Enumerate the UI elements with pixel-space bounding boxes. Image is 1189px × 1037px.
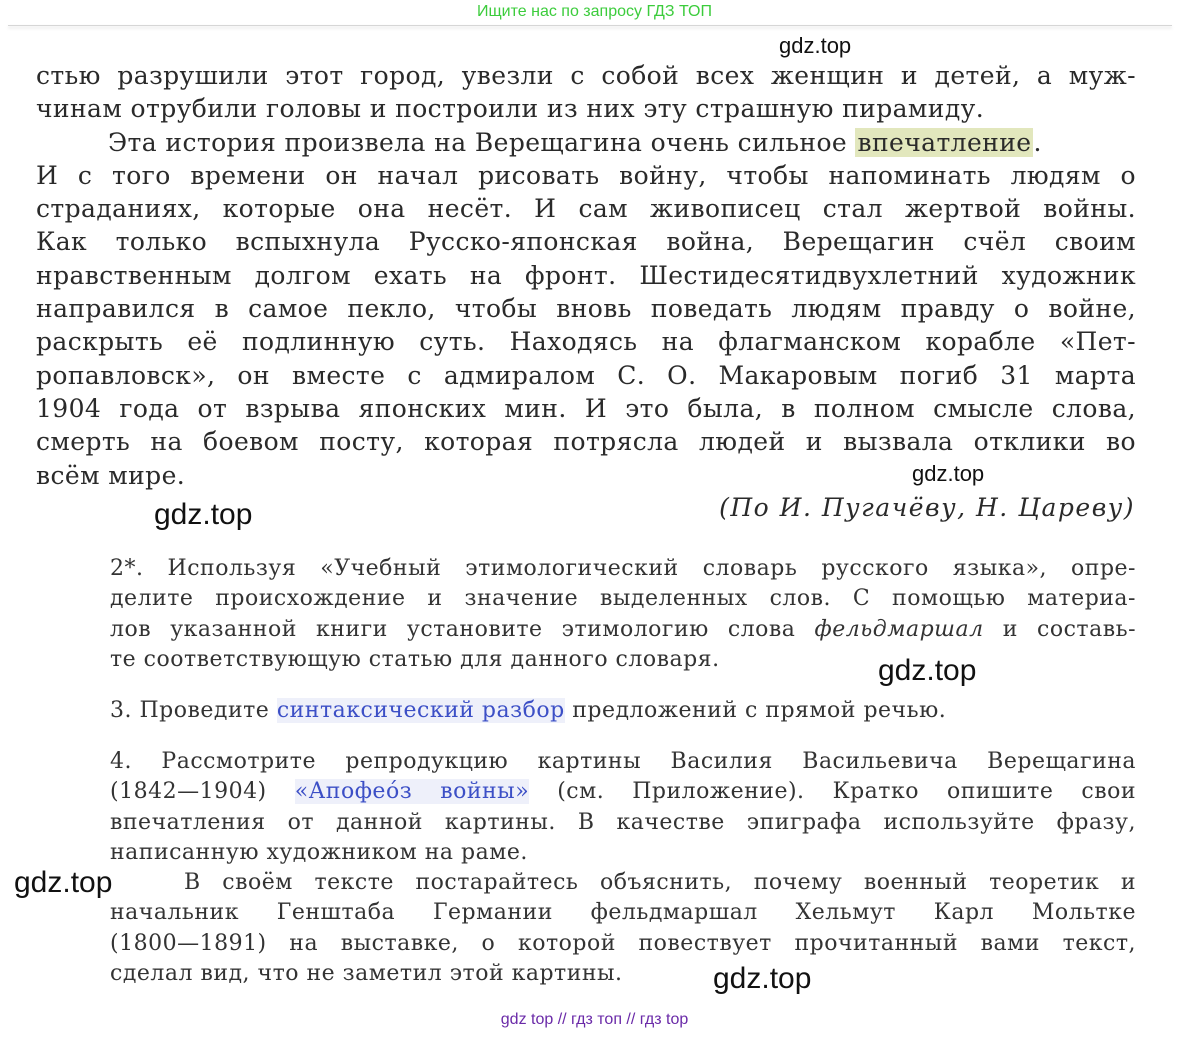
- text-source: (По И. Пугачёву, Н. Цареву): [719, 493, 1135, 522]
- text-line: И с того времени он начал рисовать войну, чтобы напоминать людям о: [36, 160, 1136, 190]
- task-line: лов указанной книги установите этимологию слова фельдмаршал и составь-: [110, 616, 1136, 642]
- task-line: начальник Генштаба Германии фельдмаршал Хельмут Карл Мольтке: [110, 900, 1136, 926]
- task-line: сделал вид, что не заметил этой картины.: [110, 961, 623, 987]
- watermark: gdz.top: [779, 33, 852, 58]
- watermark: gdz.top: [878, 654, 977, 687]
- watermark: gdz.top: [713, 962, 812, 995]
- highlighted-word[interactable]: впечатление: [857, 127, 1032, 157]
- task-3: [110, 696, 1136, 726]
- top-divider: [8, 25, 1172, 26]
- italic-term: фельдмаршал: [814, 616, 984, 642]
- text-line: чинам отрубили головы и построили из них эту страшную пирамиду.: [36, 94, 985, 124]
- task-line: делите происхождение и значение выделенных слов. С помощью материа-: [110, 586, 1136, 612]
- text-line: раскрыть её подлинную суть. Находясь на флагманском корабле «Пет-: [36, 327, 1136, 357]
- syntax-analysis-link[interactable]: синтаксический разбор: [276, 698, 565, 723]
- text-line: нравственным долгом ехать на фронт. Шестидесятидвухлетний художник: [36, 260, 1136, 290]
- text-line: Эта история произвела на Верещагина очень сильное впечатление.: [108, 127, 1042, 157]
- watermark: gdz.top: [912, 461, 985, 486]
- painting-link[interactable]: «Апофеóз войны»: [294, 779, 530, 805]
- text-line: всём мире.: [36, 460, 186, 490]
- task-line: написанную художником на раме.: [110, 839, 528, 865]
- watermark: gdz.top: [154, 498, 253, 531]
- text-line: ропавловск», он вместе с адмиралом С. О. Макаровым погиб 31 марта: [36, 360, 1136, 390]
- task-line: 2*. Используя «Учебный этимологический словарь русского языка», опре-: [110, 556, 1136, 581]
- task-4: [110, 747, 1136, 989]
- task-line: (1800—1891) на выставке, о которой повествует прочитанный вами текст,: [110, 930, 1136, 956]
- reading-text: [36, 59, 1136, 492]
- task-line: те соответствующую статью для данного словаря.: [110, 646, 720, 672]
- task-line: (1842—1904) «Апофеóз войны» (см. Приложение). Кратко опишите свои: [110, 779, 1137, 805]
- text-line: направился в самое пекло, чтобы вновь поведать людям правду о войне,: [36, 294, 1136, 324]
- text-line: Как только вспыхнула Русско-японская война, Верещагин счёл своим: [36, 227, 1136, 257]
- top-banner[interactable]: Ищите нас по запросу ГДЗ ТОП: [477, 3, 712, 20]
- text-line: страданиях, которые она несёт. И сам живописец стал жертвой войны.: [36, 194, 1136, 224]
- task-2: [110, 554, 1136, 675]
- task-line: впечатления от данной картины. В качестве эпиграфа используйте фразу,: [110, 809, 1136, 835]
- text-line: стью разрушили этот город, увезли с собой всех женщин и детей, а муж-: [36, 61, 1136, 90]
- watermark: gdz.top: [14, 866, 113, 899]
- task-line: 3. Проведите синтаксический разбор предложений с прямой речью.: [110, 698, 947, 723]
- text-line: 1904 года от взрыва японских мин. И это была, в полном смысле слова,: [36, 393, 1136, 423]
- text-line: смерть на боевом посту, которая потрясла людей и вызвала отклики во: [36, 427, 1136, 457]
- task-line: В своём тексте постарайтесь объяснить, почему военный теоретик и: [184, 870, 1136, 896]
- footer-links[interactable]: gdz top // гдз топ // гдз top: [500, 1011, 689, 1028]
- task-line: 4. Рассмотрите репродукцию картины Василия Васильевича Верещагина: [110, 749, 1136, 774]
